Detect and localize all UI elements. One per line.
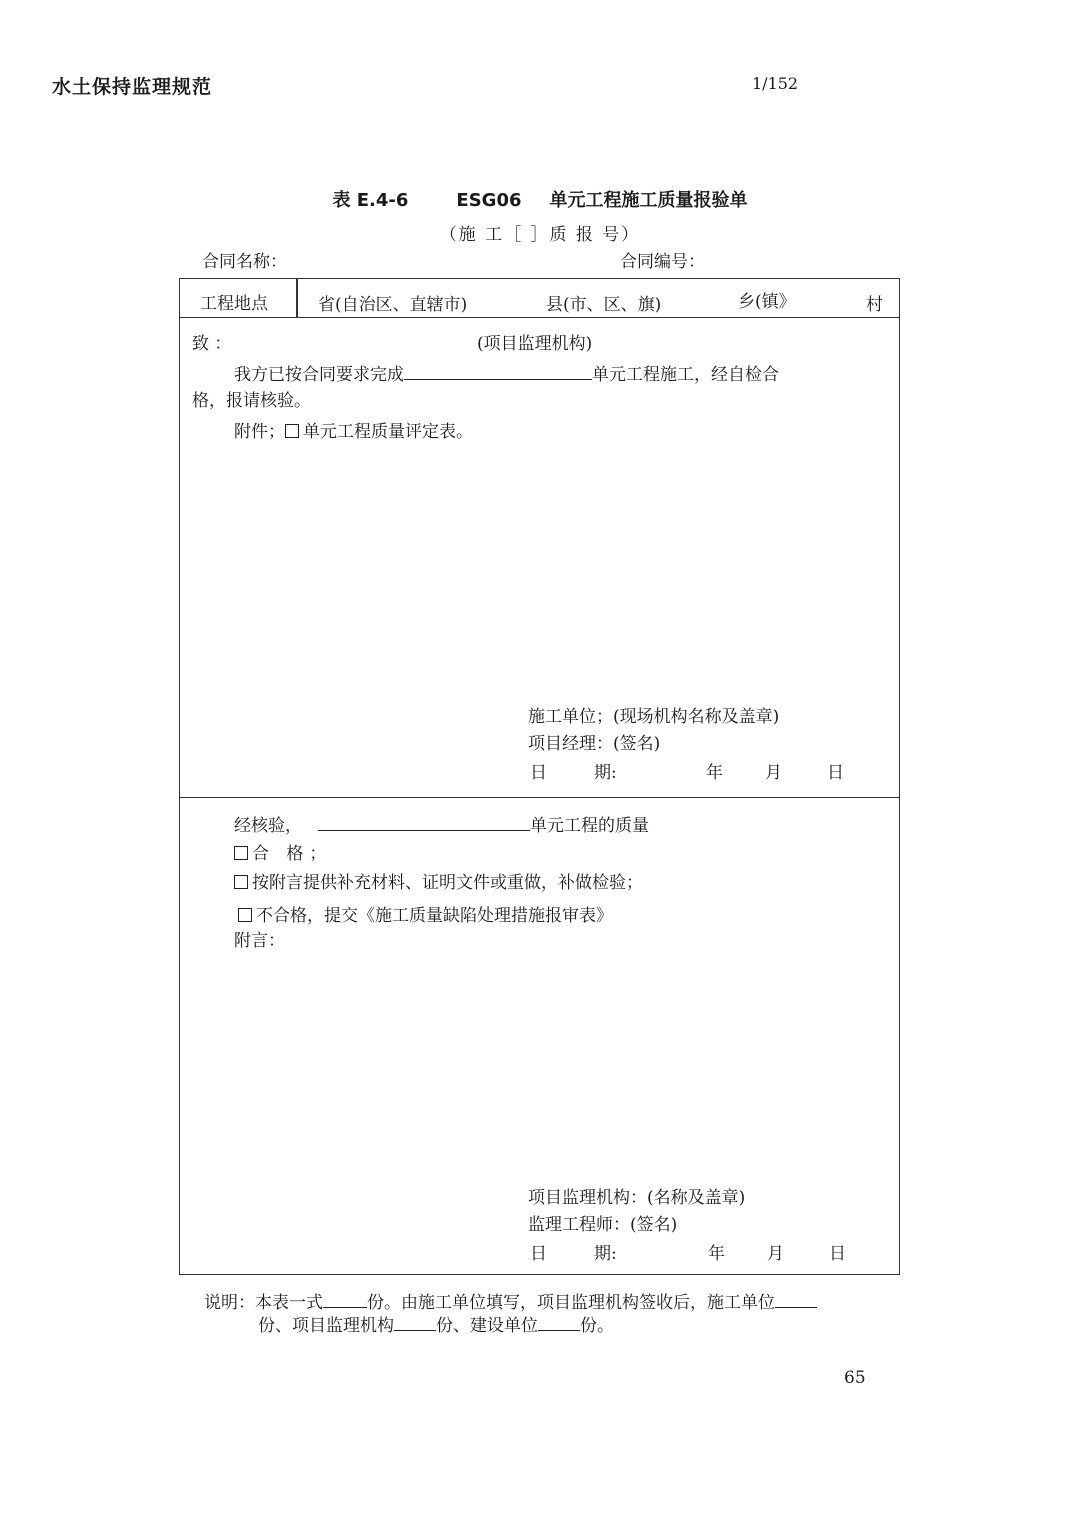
form-table (179, 278, 900, 1275)
date-month: 月 (765, 763, 782, 783)
to-label: 致 ： (192, 334, 232, 354)
page-number: 65 (844, 1368, 866, 1388)
review-date-label-2: 期: (594, 1244, 617, 1264)
supervision-engineer-label: 监理工程师：(签名) (528, 1215, 678, 1235)
option-fail (238, 901, 613, 926)
location-village: 村 (866, 295, 883, 315)
note-text-b: 份。由施工单位填写，项目监理机构签收后，施工单位 (367, 1293, 775, 1313)
location-label: 工程地点 (200, 294, 268, 314)
option-fail-label: 不合格，提交《施工质量缺陷处理措施报审表》 (256, 906, 613, 926)
supervision-agency-label: 项目监理机构：(名称及盖章) (528, 1188, 746, 1208)
agency-placeholder: (项目监理机构) (477, 334, 593, 354)
review-line (234, 811, 649, 836)
review-date-year: 年 (708, 1244, 725, 1264)
table-code: 表 E.4-6 (332, 190, 409, 211)
option-pass-label: 合 格； (252, 844, 333, 864)
review-date-day: 日 (829, 1244, 846, 1264)
location-township: 乡(镇》 (738, 292, 796, 312)
review-date-month: 月 (767, 1244, 784, 1264)
option-supplement (234, 868, 643, 893)
submission-section (180, 318, 899, 798)
attachment-text: 单元工程质量评定表。 (303, 422, 473, 442)
attachment-checkbox[interactable] (285, 424, 299, 438)
statement-pre: 我方已按合同要求完成 (234, 365, 404, 385)
table-title (0, 186, 1080, 212)
form-subtitle: （施 工［ ］质 报 号） (439, 225, 641, 245)
note-text-c: 份、项目监理机构 (258, 1316, 394, 1336)
date-year: 年 (706, 763, 723, 783)
attachment-line (234, 417, 473, 442)
pass-checkbox[interactable] (234, 846, 248, 860)
row-divider (296, 279, 298, 317)
quality-suffix: 单元工程的质量 (530, 816, 649, 836)
note-line1 (204, 1288, 817, 1313)
statement-line2: 格，报请核验。 (192, 391, 311, 411)
date-label-1: 日 (530, 763, 547, 783)
contract-no-label: 合同编号： (620, 252, 705, 272)
remark-label: 附言： (234, 931, 285, 951)
owner-copies-blank[interactable] (538, 1312, 580, 1331)
option-pass (234, 839, 332, 864)
statement-line1 (234, 360, 779, 385)
page-counter: 1/152 (752, 74, 799, 93)
fail-checkbox[interactable] (238, 908, 252, 922)
location-province: 省(自治区、直辖市) (318, 295, 468, 315)
date-day: 日 (827, 763, 844, 783)
supplement-checkbox[interactable] (234, 875, 248, 889)
contractor-copies-blank[interactable] (775, 1289, 817, 1308)
location-county: 县(市、区、旗) (546, 295, 662, 315)
date-label-2: 期: (594, 763, 617, 783)
checked-label: 经核验， (234, 816, 302, 836)
note-line2 (258, 1311, 614, 1336)
contract-name-label: 合同名称： (202, 252, 287, 272)
location-row (180, 279, 899, 318)
review-section (180, 799, 899, 1275)
review-unit-blank[interactable] (318, 812, 530, 831)
project-manager-label: 项目经理：(签名) (528, 734, 661, 754)
option-supplement-label: 按附言提供补充材料、证明文件或重做，补做检验； (252, 873, 643, 893)
note-text-a: 说明：本表一式 (204, 1293, 323, 1313)
note-text-d: 份、建设单位 (436, 1316, 538, 1336)
attachment-prefix: 附件； (234, 422, 285, 442)
header-title: 水土保持监理规范 (52, 76, 213, 98)
agency-copies-blank[interactable] (394, 1312, 436, 1331)
copies-blank[interactable] (323, 1289, 367, 1308)
contractor-unit-label: 施工单位；(现场机构名称及盖章) (528, 707, 780, 727)
statement-post: 单元工程施工，经自检合 (592, 365, 779, 385)
review-date-label-1: 日 (530, 1244, 547, 1264)
unit-project-blank[interactable] (404, 361, 592, 380)
form-name: 单元工程施工质量报验单 (549, 190, 748, 211)
form-id: ESG06 (456, 190, 522, 211)
note-text-e: 份。 (580, 1316, 614, 1336)
